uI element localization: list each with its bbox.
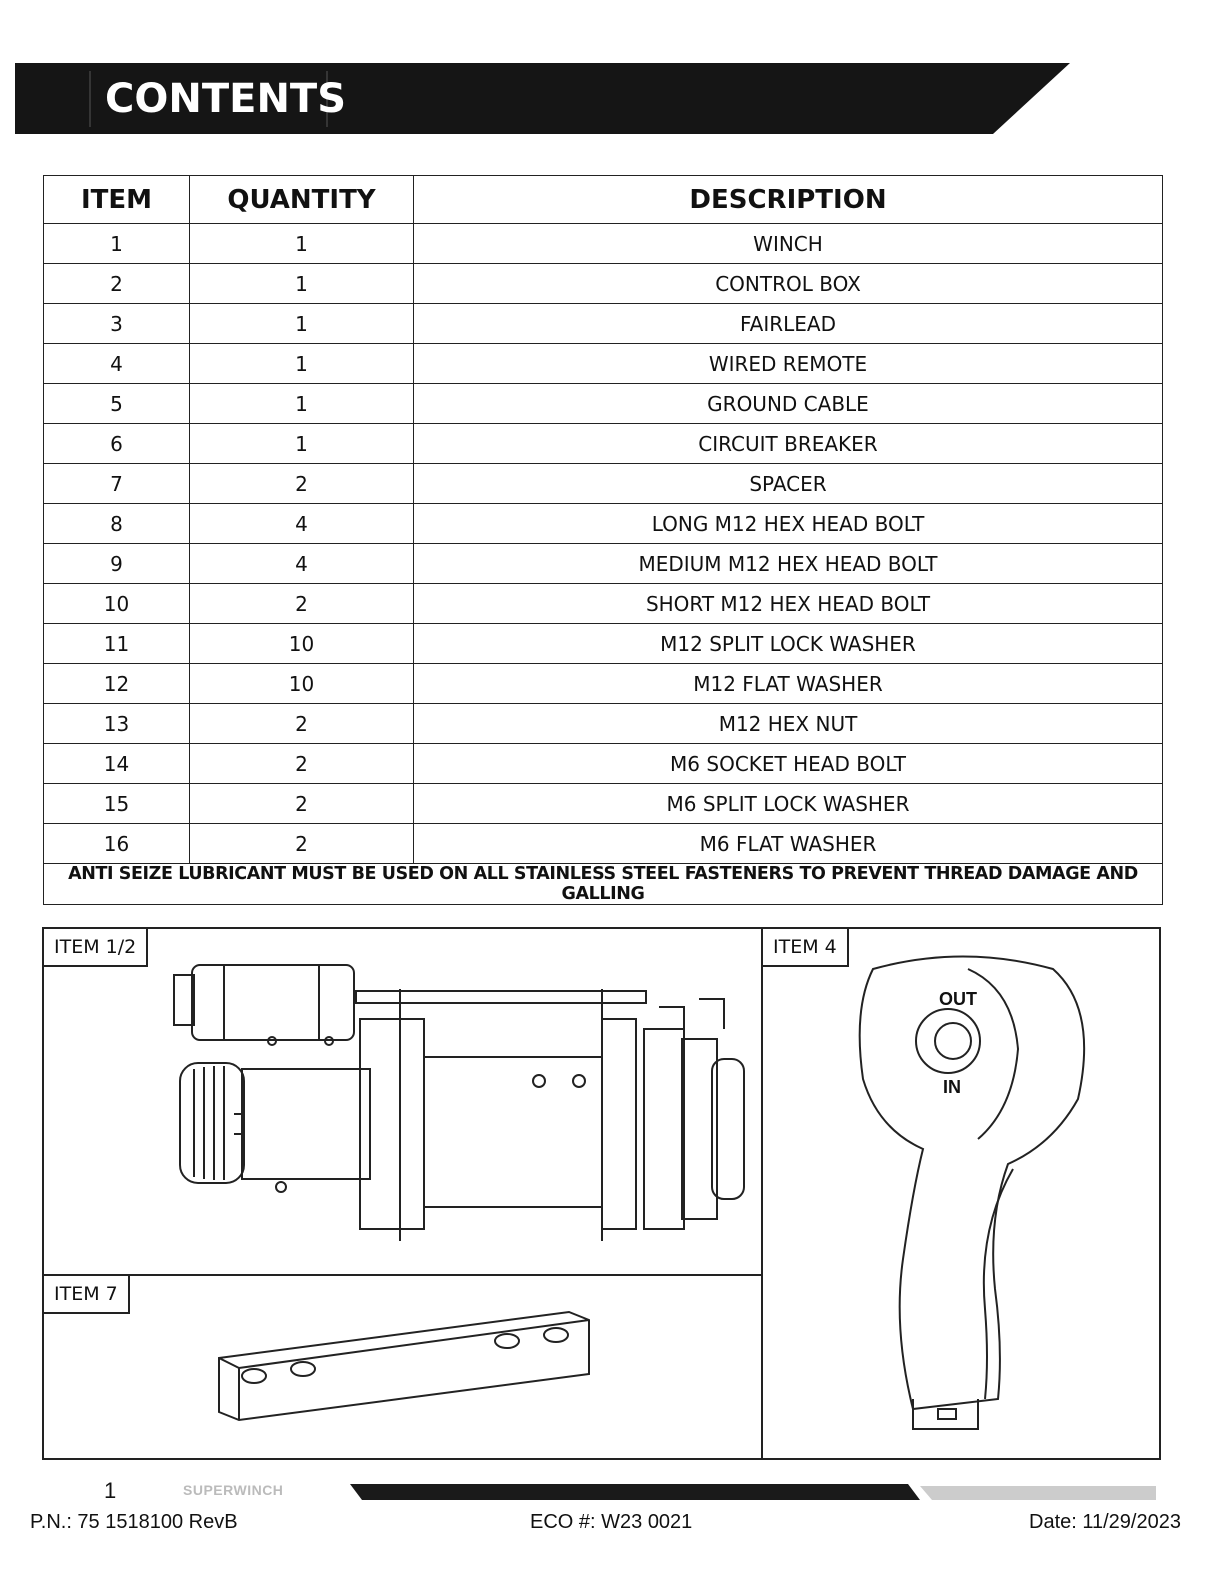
winch-figure-label: ITEM 1/2 <box>44 929 148 967</box>
cell-description: WINCH <box>414 224 1163 264</box>
spacer-figure-label: ITEM 7 <box>44 1276 130 1314</box>
cell-item: 7 <box>44 464 190 504</box>
cell-description: M6 SOCKET HEAD BOLT <box>414 744 1163 784</box>
cell-description: M12 FLAT WASHER <box>414 664 1163 704</box>
cell-item: 13 <box>44 704 190 744</box>
column-header-description: DESCRIPTION <box>414 176 1163 224</box>
cell-item: 11 <box>44 624 190 664</box>
cell-item: 4 <box>44 344 190 384</box>
cell-description: SPACER <box>414 464 1163 504</box>
cell-description: FAIRLEAD <box>414 304 1163 344</box>
cell-quantity: 1 <box>190 344 414 384</box>
remote-out-label: OUT <box>939 989 977 1009</box>
cell-quantity: 2 <box>190 704 414 744</box>
cell-description: MEDIUM M12 HEX HEAD BOLT <box>414 544 1163 584</box>
cell-item: 16 <box>44 824 190 864</box>
table-row <box>44 264 1163 304</box>
winch-figure-panel <box>42 927 763 1276</box>
cell-description: CONTROL BOX <box>414 264 1163 304</box>
page-number: 1 <box>104 1478 117 1503</box>
cell-quantity: 2 <box>190 744 414 784</box>
cell-quantity: 1 <box>190 384 414 424</box>
column-header-quantity: QUANTITY <box>190 176 414 224</box>
cell-quantity: 2 <box>190 464 414 504</box>
footer-decorative-bar <box>350 1484 1156 1500</box>
cell-description: M6 FLAT WASHER <box>414 824 1163 864</box>
cell-item: 9 <box>44 544 190 584</box>
cell-quantity: 1 <box>190 224 414 264</box>
cell-item: 2 <box>44 264 190 304</box>
document-date: Date: 11/29/2023 <box>1029 1511 1181 1533</box>
page-title: CONTENTS <box>105 76 347 122</box>
cell-item: 1 <box>44 224 190 264</box>
remote-in-label: IN <box>943 1077 961 1097</box>
eco-number: ECO #: W23 0021 <box>530 1511 693 1533</box>
table-row <box>44 464 1163 504</box>
cell-item: 14 <box>44 744 190 784</box>
cell-quantity: 2 <box>190 824 414 864</box>
cell-description: SHORT M12 HEX HEAD BOLT <box>414 584 1163 624</box>
contents-banner <box>15 63 1070 134</box>
cell-quantity: 1 <box>190 264 414 304</box>
table-row <box>44 224 1163 264</box>
cell-quantity: 2 <box>190 584 414 624</box>
cell-quantity: 4 <box>190 544 414 584</box>
table-row <box>44 504 1163 544</box>
table-row <box>44 664 1163 704</box>
remote-figure-label: ITEM 4 <box>763 929 849 967</box>
winch-drawing <box>44 929 761 1274</box>
spacer-figure-panel <box>42 1274 763 1460</box>
table-note-row <box>44 864 1163 905</box>
contents-table <box>43 175 1163 905</box>
table-row <box>44 704 1163 744</box>
table-row <box>44 544 1163 584</box>
table-row <box>44 784 1163 824</box>
cell-item: 8 <box>44 504 190 544</box>
table-row <box>44 344 1163 384</box>
spacer-drawing <box>44 1276 761 1458</box>
cell-item: 10 <box>44 584 190 624</box>
part-number: P.N.: 75 1518100 RevB <box>30 1511 238 1533</box>
remote-figure-panel <box>761 927 1161 1460</box>
cell-item: 12 <box>44 664 190 704</box>
cell-description: CIRCUIT BREAKER <box>414 424 1163 464</box>
cell-description: M12 SPLIT LOCK WASHER <box>414 624 1163 664</box>
cell-quantity: 10 <box>190 664 414 704</box>
stainless-fastener-note: ANTI SEIZE LUBRICANT MUST BE USED ON ALL STAINLESS STEEL FASTENERS TO PREVENT THREAD DAMAGE AND GALLING <box>44 864 1163 905</box>
cell-description: LONG M12 HEX HEAD BOLT <box>414 504 1163 544</box>
column-header-item: ITEM <box>44 176 190 224</box>
table-row <box>44 424 1163 464</box>
table-row <box>44 744 1163 784</box>
cell-quantity: 10 <box>190 624 414 664</box>
cell-quantity: 4 <box>190 504 414 544</box>
cell-description: M6 SPLIT LOCK WASHER <box>414 784 1163 824</box>
cell-description: M12 HEX NUT <box>414 704 1163 744</box>
cell-item: 6 <box>44 424 190 464</box>
cell-quantity: 2 <box>190 784 414 824</box>
cell-quantity: 1 <box>190 304 414 344</box>
cell-description: GROUND CABLE <box>414 384 1163 424</box>
cell-quantity: 1 <box>190 424 414 464</box>
table-row <box>44 384 1163 424</box>
cell-item: 5 <box>44 384 190 424</box>
table-row <box>44 304 1163 344</box>
cell-item: 3 <box>44 304 190 344</box>
table-row <box>44 824 1163 864</box>
table-row <box>44 584 1163 624</box>
table-header-row <box>44 176 1163 224</box>
cell-description: WIRED REMOTE <box>414 344 1163 384</box>
table-row <box>44 624 1163 664</box>
cell-item: 15 <box>44 784 190 824</box>
brand-watermark: SUPERWINCH <box>183 1482 284 1498</box>
